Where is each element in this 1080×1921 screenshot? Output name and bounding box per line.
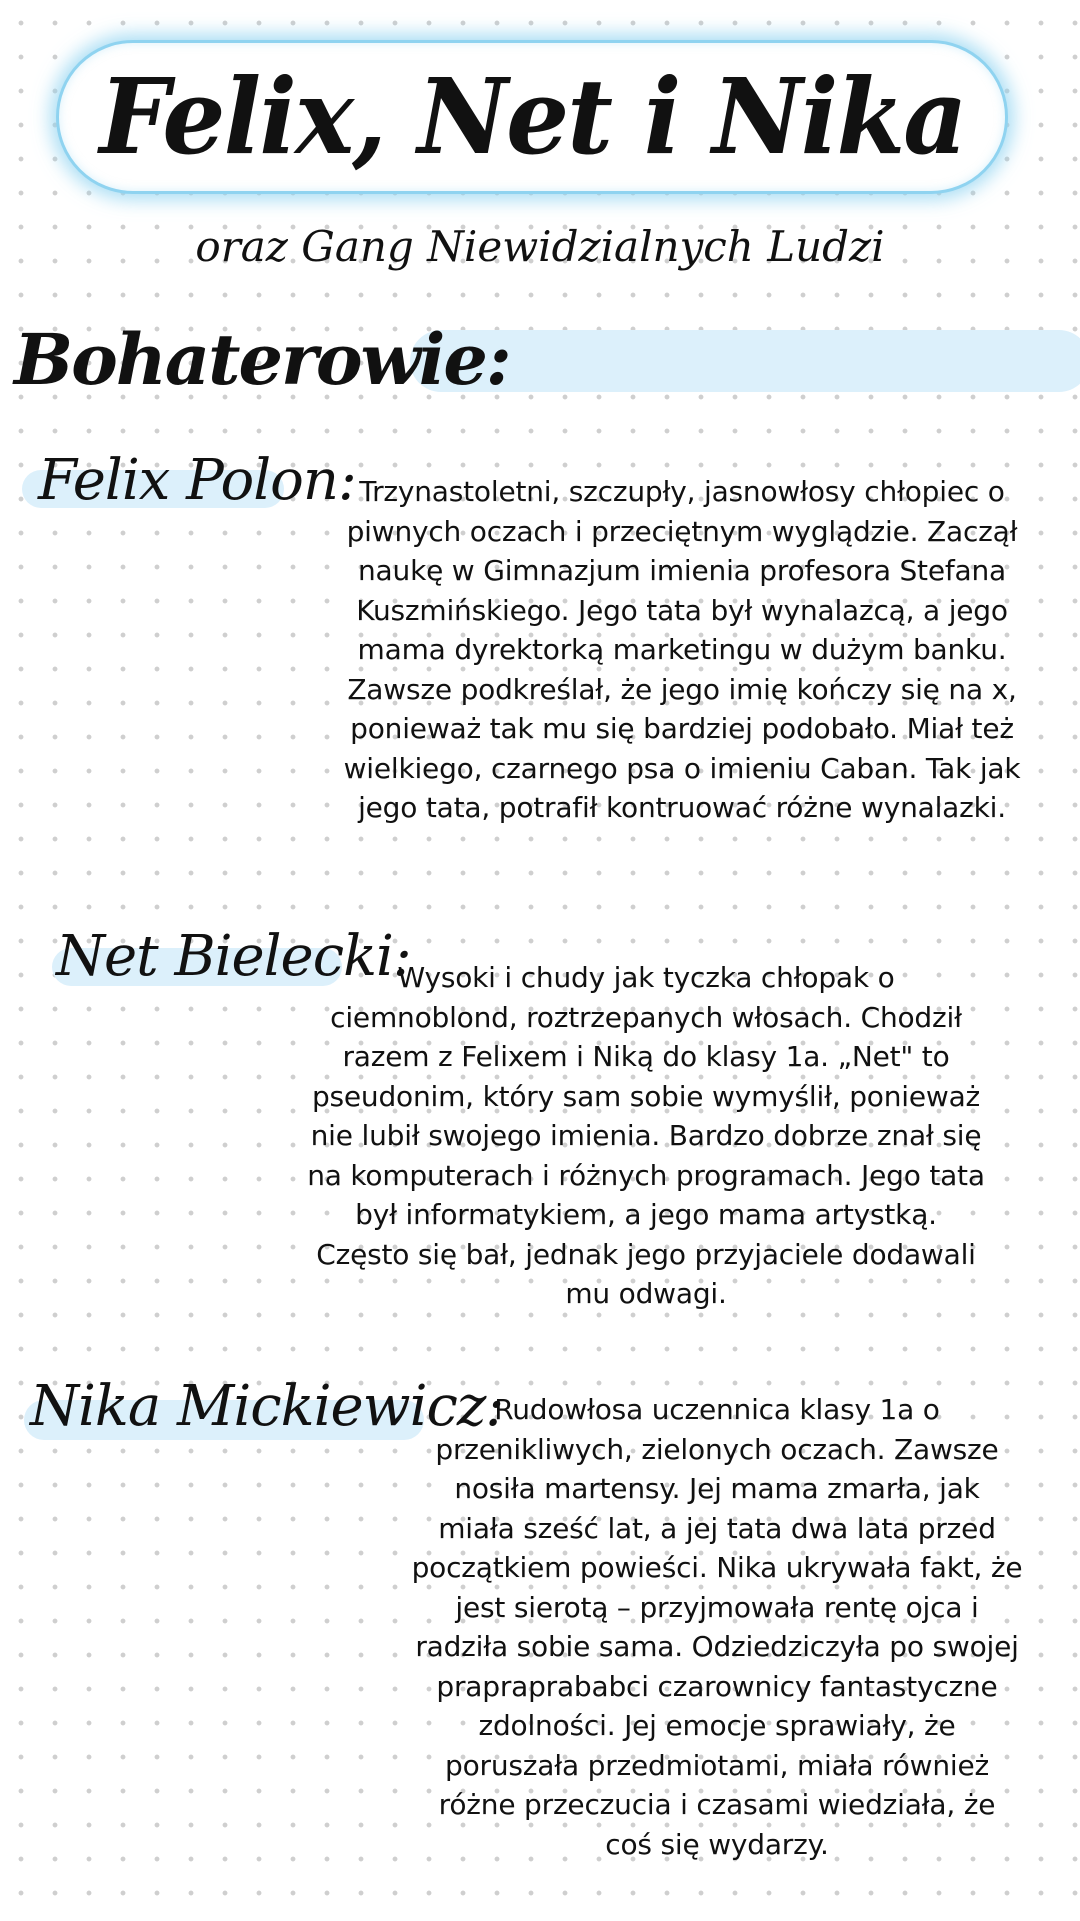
section-heading: Bohaterowie: (14, 318, 510, 401)
description-line: ciemnoblond, roztrzepanych włosach. Chodził (330, 1000, 962, 1034)
description-line: wielkiego, czarnego psa o imieniu Caban. Tak jak (343, 751, 1021, 785)
character-description-felix (296, 472, 1068, 828)
character-name-net: Net Bielecki: (56, 924, 411, 989)
section-heading-bar (410, 330, 1080, 392)
description-line: radziła sobie sama. Odziedziczyła po swojej (415, 1630, 1019, 1663)
description-line: naukę w Gimnazjum imienia profesora Stefana (358, 554, 1006, 587)
description-line: zdolności. Jej emocje sprawiały, że (478, 1709, 956, 1742)
description-line: początkiem powieści. Nika ukrywała fakt, że (411, 1551, 1023, 1584)
description-line: Wysoki i chudy jak tyczka chłopak o (397, 961, 895, 994)
description-line: różne przeczucia i czasami wiedziała, że (438, 1788, 996, 1821)
description-line: poruszała przedmiotami, miała również (445, 1748, 989, 1782)
description-line: jest sierotą – przyjmowała rentę ojca i (455, 1590, 979, 1624)
description-line: Trzynastoletni, szczupły, jasnowłosy chłopiec o (359, 475, 1005, 508)
description-line: był informatykiem, a jego mama artystką. (355, 1198, 937, 1231)
character-name-nika: Nika Mickiewicz: (30, 1374, 504, 1439)
description-line: na komputerach i różnych programach. Jego tata (307, 1158, 985, 1192)
title-banner (56, 40, 1008, 194)
description-line: Kuszmińskiego. Jego tata był wynalazcą, a jego (356, 593, 1008, 627)
description-line: przenikliwych, zielonych oczach. Zawsze (435, 1432, 999, 1466)
description-line: ponieważ tak mu się bardziej podobało. Miał też (350, 712, 1014, 745)
page-subtitle: oraz Gang Niewidzialnych Ludzi (195, 222, 885, 271)
description-line: Rudowłosa uczennica klasy 1a o (494, 1393, 940, 1426)
description-line: mu odwagi. (565, 1277, 727, 1310)
description-line: piwnych oczach i przeciętnym wyglądzie. Zaczął (346, 514, 1018, 548)
description-line: razem z Felixem i Niką do klasy 1a. „Net" to (342, 1040, 950, 1073)
description-line: mama dyrektorką marketingu w dużym banku. (357, 633, 1007, 666)
description-line: Zawsze podkreślał, że jego imię kończy się na x, (347, 672, 1017, 706)
character-name-felix: Felix Polon: (38, 448, 356, 513)
description-line: nie lubił swojego imienia. Bardzo dobrze znał się (310, 1119, 982, 1152)
character-description-nika (372, 1390, 1062, 1864)
description-line: miała sześć lat, a jej tata dwa lata przed (438, 1511, 996, 1545)
description-line: prapraprababci czarownicy fantastyczne (436, 1669, 998, 1703)
character-description-net (270, 958, 1022, 1314)
page-title: Felix, Net i Nika (98, 55, 966, 178)
description-line: nosiła martensy. Jej mama zmarła, jak (454, 1472, 980, 1505)
description-line: jego tata, potrafił kontruować różne wynalazki. (358, 791, 1006, 824)
description-line: Często się bał, jednak jego przyjaciele dodawali (316, 1237, 976, 1271)
description-line: coś się wydarzy. (605, 1827, 829, 1861)
description-line: pseudonim, który sam sobie wymyślił, ponieważ (311, 1079, 981, 1113)
